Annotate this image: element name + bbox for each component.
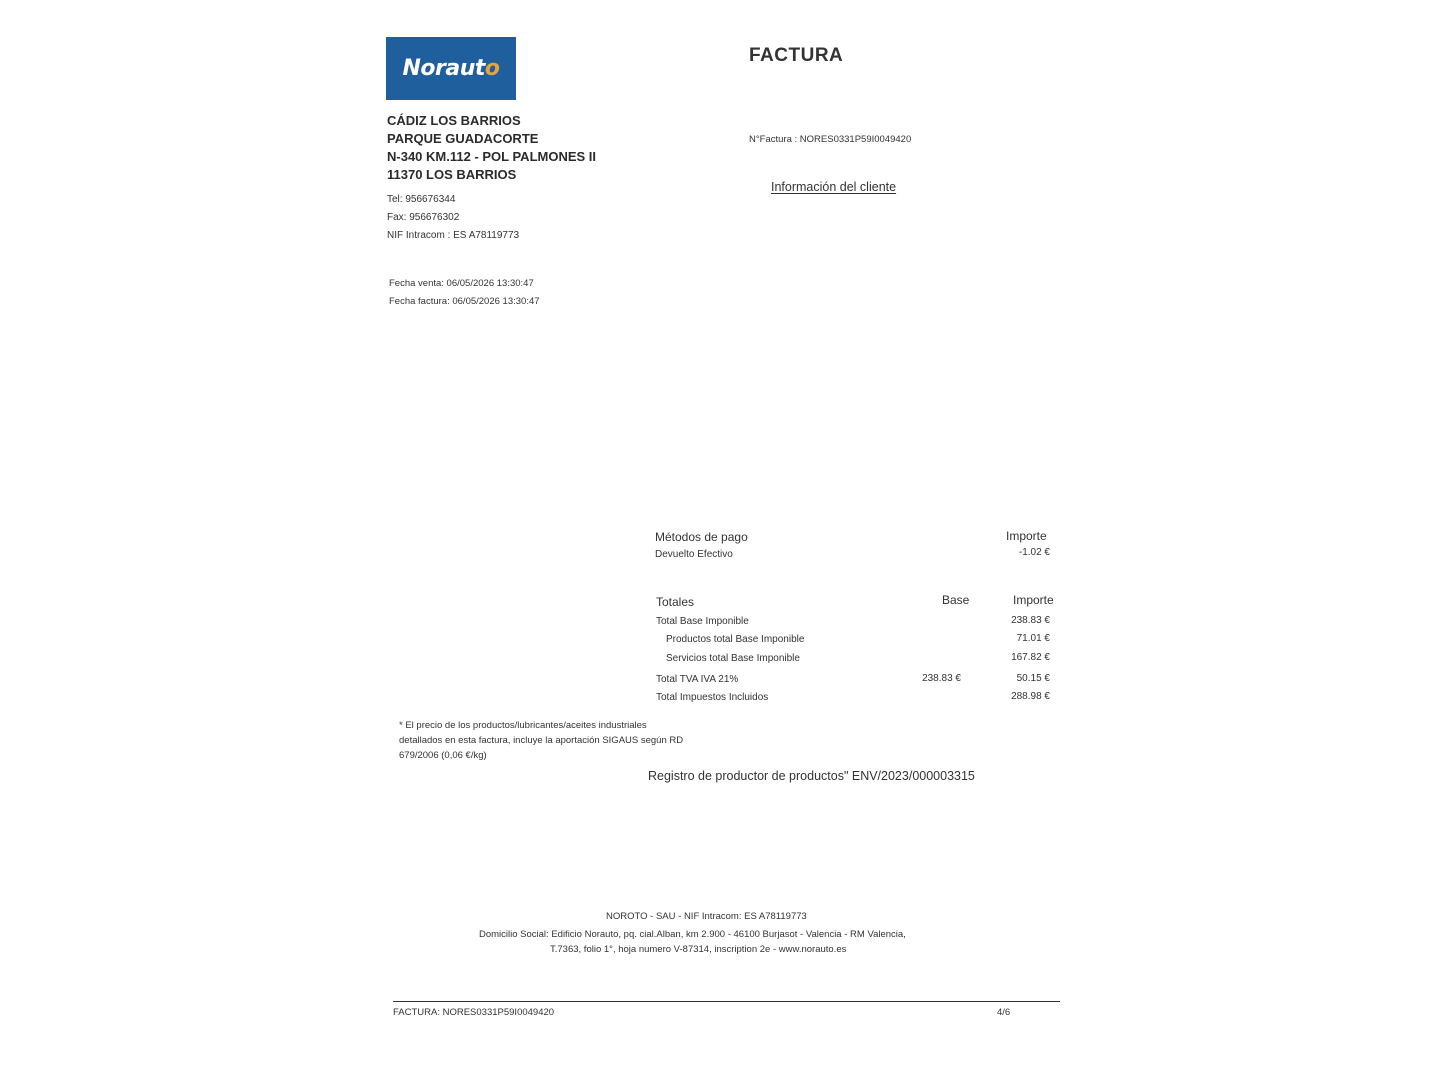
store-address-line1: CÁDIZ LOS BARRIOS — [387, 113, 521, 128]
totals-row-amount: 71.01 € — [1016, 633, 1050, 644]
payment-methods-header: Métodos de pago — [655, 530, 748, 544]
logo-text: Norauto — [402, 56, 500, 81]
totals-row-label: Total Base Imponible — [656, 616, 749, 627]
client-info-heading: Información del cliente — [771, 180, 897, 194]
footer-invoice-number: FACTURA: NORES0331P59I0049420 — [393, 1007, 555, 1018]
norauto-logo — [386, 37, 516, 100]
store-address-line3: N-340 KM.112 - POL PALMONES II — [387, 149, 597, 164]
store-nif: NIF Intracom : ES A78119773 — [387, 230, 520, 241]
footer-page-number: 4/6 — [997, 1007, 1011, 1018]
totals-row-amount: 238.83 € — [1011, 615, 1050, 626]
sigaus-note-line3: 679/2006 (0,06 €/kg) — [399, 750, 487, 761]
totals-base-header: Base — [942, 593, 970, 607]
footer-divider — [393, 1001, 1060, 1002]
totals-row-label: Total TVA IVA 21% — [656, 674, 739, 685]
store-tel: Tel: 956676344 — [387, 194, 456, 205]
store-address-line2: PARQUE GUADACORTE — [387, 131, 539, 146]
company-footer-line2: Domicilio Social: Edificio Norauto, pq. cial.Alban, km 2.900 - 46100 Burjasot - Valencia - RM Valencia, — [479, 929, 906, 940]
company-footer-line3: T.7363, folio 1°, hoja numero V-87314, inscription 2e - www.norauto.es — [550, 944, 847, 955]
store-fax: Fax: 956676302 — [387, 212, 460, 223]
totals-row-amount: 167.82 € — [1011, 652, 1050, 663]
sigaus-note-line1: * El precio de los productos/lubricantes/aceites industriales — [399, 720, 647, 731]
payment-method-row: Devuelto Efectivo — [655, 549, 733, 560]
totals-row-label: Total Impuestos Incluidos — [656, 692, 769, 703]
store-address-line4: 11370 LOS BARRIOS — [387, 167, 517, 182]
sigaus-note-line2: detallados en esta factura, incluye la aportación SIGAUS según RD — [399, 735, 684, 746]
totals-row-amount: 288.98 € — [1011, 691, 1050, 702]
fecha-venta: Fecha venta: 06/05/2026 13:30:47 — [389, 278, 534, 289]
fecha-factura: Fecha factura: 06/05/2026 13:30:47 — [389, 296, 540, 307]
totals-row-amount: 50.15 € — [1016, 673, 1050, 684]
invoice-number: N°Factura : NORES0331P59I0049420 — [749, 134, 912, 145]
totals-row-label: Productos total Base Imponible — [666, 634, 805, 645]
payment-amount-row: -1.02 € — [1018, 547, 1050, 558]
company-footer-line1: NOROTO - SAU - NIF Intracom: ES A78119773 — [606, 911, 807, 922]
payment-amount-header: Importe — [1006, 529, 1047, 543]
document-title: FACTURA — [749, 45, 844, 66]
registro-productor: Registro de productor de productos" ENV/2023/000003315 — [648, 769, 975, 783]
totals-amount-header: Importe — [1013, 593, 1054, 607]
totals-row-label: Servicios total Base Imponible — [666, 653, 800, 664]
totals-row-base: 238.83 € — [922, 673, 961, 684]
totals-header: Totales — [656, 595, 695, 609]
